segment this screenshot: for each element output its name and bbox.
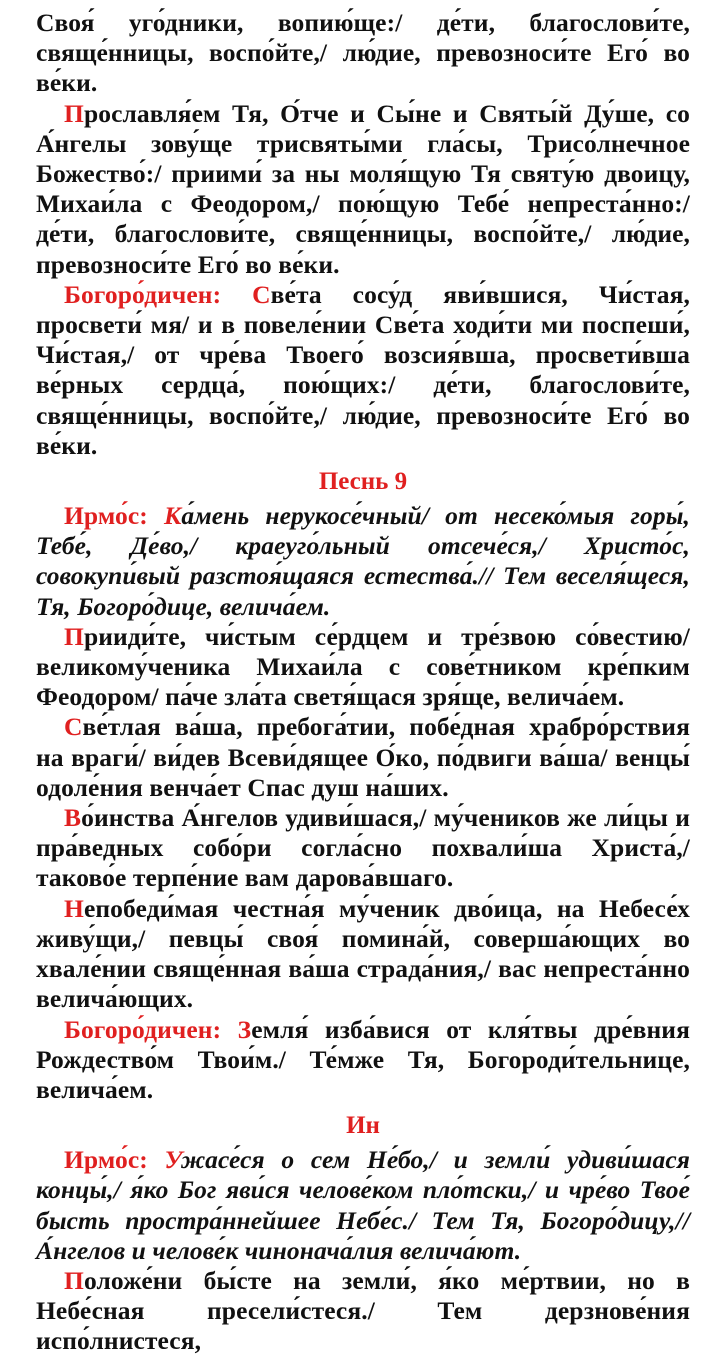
text-paragraph bbox=[36, 803, 690, 894]
text-paragraph bbox=[36, 894, 690, 1015]
text-paragraph bbox=[36, 501, 690, 622]
rubric-text: П bbox=[64, 621, 84, 651]
text-paragraph bbox=[36, 1266, 690, 1357]
body-text: а́мень нерукосе́чный/ от несеко́мыя горы́, Тебе́, Де́во,/ краеуго́льный отсече́ся,/ Христо́с, совокупи́вый разстоя́щаяся естества́.// Тем веселя́щеся, Тя, Богоро́дице, велича́ем. bbox=[36, 501, 690, 621]
text-paragraph bbox=[36, 280, 690, 461]
rubric-text: Ирмо́с: bbox=[64, 1145, 165, 1175]
text-paragraph bbox=[36, 99, 690, 280]
section-heading: Ин bbox=[346, 1112, 380, 1140]
rubric-text: Ирмо́с: bbox=[64, 501, 164, 531]
rubric-text: П bbox=[64, 1265, 84, 1295]
body-text: ве́тлая ва́ша, пребога́тии, побе́дная храбро́рствия на враги́/ ви́дев Всеви́дящее О́ко, по́двиги ва́ша/ венцы́ одоле́ния венча́ет Спас душ на́ших. bbox=[36, 712, 690, 802]
body-text: о́инства А́нгелов удиви́шася,/ му́чеников же ли́цы и пра́ведных собо́ри согла́сно похвали́ша Христа́,/ таково́е терпе́ние вам дарова́вшаго. bbox=[36, 803, 690, 893]
body-text: ве́та сосу́д яви́вшися, Чи́стая, просвети́ мя/ и в повеле́нии Све́та ходи́ти ми поспеши́, Чи́стая,/ от чре́ва Твоего́ возсия́вша, просвети́вша ве́рных сердца́, пою́щих:/ де́ти, благослови́те, свяще́нницы, воспо́йте,/ лю́дие, превозноси́те Его́ во ве́ки. bbox=[36, 279, 691, 460]
body-text: жасе́ся о сем Не́бо,/ и земли́ удиви́шася концы́,/ я́ко Бог яви́ся челове́ком пло́тски,/ и чре́во Твое́ бысть простра́ннейшее Небе́с./ Тем Тя, Богоро́дицу,// А́нгелов и челове́к чинонача́лия велича́ют. bbox=[36, 1145, 690, 1265]
rubric-text: Н bbox=[64, 893, 84, 923]
text-paragraph bbox=[36, 1145, 690, 1266]
body-text: епобеди́мая честна́я му́ченик дво́ица, на Небесе́х живу́щи,/ певцы́ своя́ помина́й, соверша́ющих во хвале́нии свяще́нная ва́ша страда́ния,/ вас непреста́нно велича́ющих. bbox=[36, 893, 690, 1014]
rubric-text: Богоро́дичен: З bbox=[64, 1014, 252, 1044]
body-text: оложе́ни бы́сте на земли́, я́ко ме́ртвии, но в Небе́сная пресели́стеся./ Тем дерзнове́ния испо́лнистеся, bbox=[36, 1265, 690, 1356]
text-paragraph bbox=[36, 622, 690, 713]
text-paragraph bbox=[36, 8, 690, 99]
rubric-text: В bbox=[64, 803, 82, 833]
rubric-text: П bbox=[64, 98, 84, 128]
text-paragraph bbox=[36, 1015, 690, 1106]
body-text: рославля́ем Тя, О́тче и Сы́не и Святы́й Ду́ше, со А́нгелы зову́ще трисвяты́ми гла́сы, Трисо́лнечное Божество́:/ приими́ за ны моля́щую Тя святу́ю двоицу, Михаи́ла с Феодором,/ пою́щую Тебе́ непреста́нно:/ де́ти, благослови́те, свяще́нницы, воспо́йте,/ лю́дие, превозноси́те Его́ во ве́ки. bbox=[36, 98, 690, 279]
rubric-text: Богоро́дичен: С bbox=[64, 279, 271, 309]
section-heading: Песнь 9 bbox=[318, 468, 408, 496]
body-text: рииди́те, чи́стым се́рдцем и тре́звою со́вестию/ великому́ченика Михаи́ла с сове́тником кре́пким Феодором/ па́че зла́та светя́щася зря́ще, велича́ем. bbox=[36, 621, 690, 712]
rubric-text: К bbox=[163, 501, 182, 531]
body-text: Своя́ уго́дники, вопию́ще:/ де́ти, благослови́те, свяще́нницы, воспо́йте,/ лю́дие, превозноси́те Его́ во ве́ки. bbox=[36, 8, 690, 98]
body-text: емля́ изба́вися от кля́твы дре́вния Рождество́м Твои́м./ Те́мже Тя, Богороди́тельнице, велича́ем. bbox=[36, 1014, 690, 1104]
rubric-text: У bbox=[164, 1145, 182, 1175]
text-paragraph bbox=[36, 712, 690, 803]
rubric-text: С bbox=[64, 712, 83, 742]
